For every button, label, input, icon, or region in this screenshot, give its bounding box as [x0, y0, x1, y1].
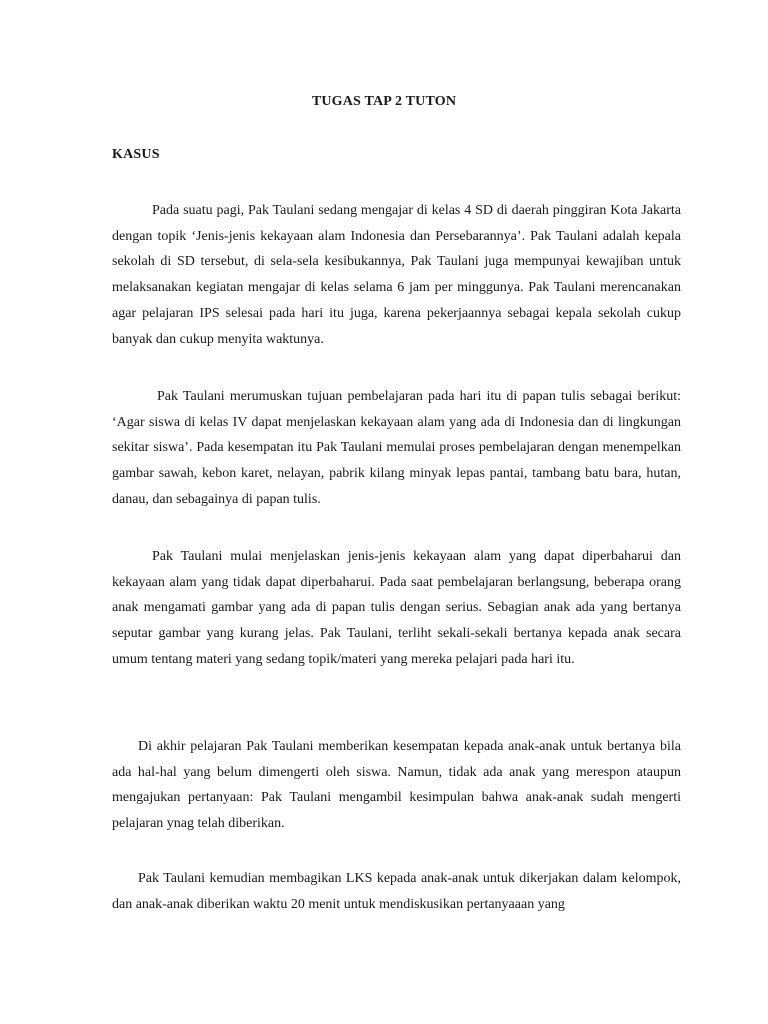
paragraph-5: Pak Taulani kemudian membagikan LKS kepada anak-anak untuk dikerjakan dalam kelompok, dan anak-anak diberikan waktu 20 menit untuk mendiskusikan pertanyaaan yang	[112, 871, 681, 912]
section-heading: KASUS	[112, 147, 160, 162]
document-title: TUGAS TAP 2 TUTON	[311, 94, 457, 109]
paragraph-4: Di akhir pelajaran Pak Taulani memberikan kesempatan kepada anak-anak untuk bertanya bila ada hal-hal yang belum dimengerti oleh siswa. Namun, tidak ada anak yang merespon ataupun mengajukan pertanyaan: Pak Taulani mengambil kesimpulan bahwa anak-anak sudah mengerti pelajaran ynag telah diberikan.	[112, 739, 681, 832]
paragraph-3: Pak Taulani mulai menjelaskan jenis-jenis kekayaan alam yang dapat diperbaharui dan kekayaan alam yang tidak dapat diperbaharui. Pada saat pembelajaran berlangsung, beberapa orang anak mengamati gambar yang ada di papan tulis dengan serius. Sebagian anak ada yang bertanya seputar gambar yang kurang jelas. Pak Taulani, terliht sekali-sekali bertanya kepada anak secara umum tentang materi yang sedang topik/materi yang mereka pelajari pada hari itu.	[112, 549, 681, 667]
paragraph-1: Pada suatu pagi, Pak Taulani sedang mengajar di kelas 4 SD di daerah pinggiran Kota Jakarta dengan topik ‘Jenis-jenis kekayaan alam Indonesia dan Persebarannya’. Pak Taulani adalah kepala sekolah di SD tersebut, di sela-sela kesibukannya, Pak Taulani juga mempunyai kewajiban untuk melaksanakan kegiatan mengajar di kelas selama 6 jam per minggunya. Pak Taulani merencanakan agar pelajaran IPS selesai pada hari itu juga, karena pekerjaannya sebagai kepala sekolah cukup banyak dan cukup menyita waktunya.	[112, 203, 681, 347]
paragraph-2: Pak Taulani merumuskan tujuan pembelajaran pada hari itu di papan tulis sebagai berikut: ‘Agar siswa di kelas IV dapat menjelaskan kekayaan alam yang ada di Indonesia dan di lingkungan sekitar siswa’. Pada kesempatan itu Pak Taulani memulai proses pembelajaran dengan menempelkan gambar sawah, kebon karet, nelayan, pabrik kilang minyak lepas pantai, tambang batu bara, hutan, danau, dan sebagainya di papan tulis.	[112, 389, 681, 507]
